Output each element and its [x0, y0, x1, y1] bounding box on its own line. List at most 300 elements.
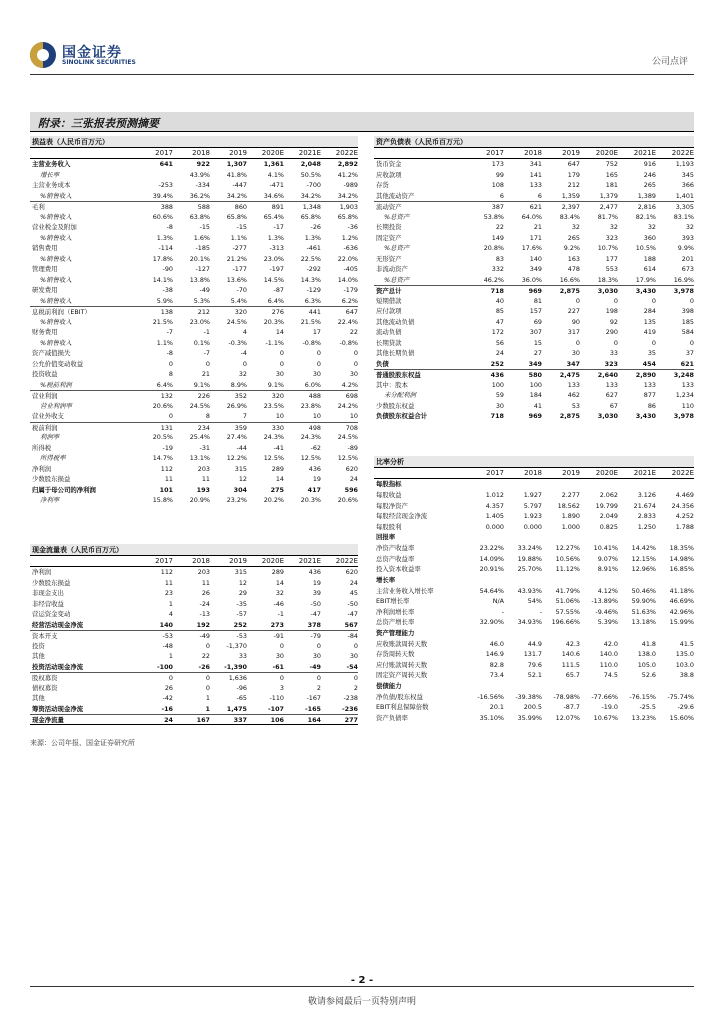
- table-row: [30, 672, 358, 683]
- row-value: 108: [491, 181, 504, 189]
- table-row: [374, 170, 694, 181]
- row-value: 1,361: [263, 160, 284, 168]
- row-value: -19.0: [601, 703, 618, 711]
- row-value: 0: [353, 349, 358, 357]
- row-value: 0: [242, 359, 247, 368]
- cash-flow-table: [30, 544, 358, 725]
- row-value: 59.90%: [631, 597, 656, 605]
- table-row: [30, 567, 358, 578]
- row-value: -989: [343, 181, 358, 189]
- row-value: 37: [685, 349, 694, 357]
- row-value: -238: [343, 694, 358, 702]
- row-value: -110: [269, 694, 284, 702]
- row-value: 12.15%: [631, 554, 656, 563]
- row-value: 3,305: [675, 203, 694, 211]
- row-value: 14.3%: [300, 275, 321, 284]
- row-label: 其中：股本: [376, 380, 408, 389]
- row-value: -48: [162, 641, 173, 650]
- row-value: 969: [528, 287, 542, 295]
- row-value: 488: [308, 392, 321, 400]
- table-row: [30, 348, 358, 359]
- row-label: 营业税金及附加: [32, 223, 77, 231]
- row-value: 198: [605, 307, 618, 315]
- row-value: 24.5%: [189, 401, 210, 410]
- row-value: 436: [490, 371, 504, 379]
- balance-sheet-table: [374, 136, 694, 422]
- row-label: 短期借款: [376, 296, 402, 305]
- row-value: 14.7%: [152, 454, 173, 462]
- year-header: 2022E: [335, 557, 358, 565]
- row-value: 315: [234, 464, 247, 473]
- row-value: 27.4%: [226, 433, 247, 441]
- row-value: 18.3%: [597, 275, 618, 284]
- row-value: -1: [277, 610, 284, 618]
- row-value: 86: [647, 401, 656, 410]
- row-value: 0: [353, 641, 358, 650]
- row-value: -39.38%: [515, 692, 542, 701]
- row-value: 4.12%: [597, 586, 618, 595]
- row-value: 203: [197, 568, 210, 576]
- row-value: 30: [571, 349, 580, 357]
- row-value: 14: [275, 578, 284, 587]
- row-value: 8.91%: [597, 565, 618, 573]
- table-title: 资产负债表（人民币百万元）: [374, 136, 694, 148]
- row-label: 资产减值损失: [32, 349, 71, 357]
- table-row: [374, 159, 694, 170]
- row-value: 317: [567, 328, 580, 336]
- table-row: [374, 660, 694, 671]
- row-value: 17: [312, 328, 321, 336]
- row-value: -65: [236, 694, 247, 702]
- table-row: [30, 170, 358, 181]
- table-row: [374, 390, 694, 401]
- row-value: -165: [305, 704, 321, 713]
- year-header: 2021E: [633, 469, 656, 477]
- row-value: 35.99%: [517, 713, 542, 722]
- table-row: [374, 212, 694, 223]
- row-value: 13.23%: [631, 713, 656, 722]
- row-value: 83.4%: [559, 212, 580, 221]
- row-value: 1,193: [675, 160, 694, 168]
- row-label: 存货周转天数: [376, 650, 415, 658]
- year-header: 2018: [524, 469, 542, 477]
- appendix-title: 附录：三张报表预测摘要: [38, 117, 159, 130]
- row-label: 营业外收支: [32, 412, 64, 420]
- row-value: 345: [681, 170, 694, 179]
- row-value: 3,430: [635, 287, 656, 295]
- row-value: 165: [605, 170, 618, 179]
- row-value: 12.5%: [300, 454, 321, 462]
- row-value: 11: [164, 578, 173, 587]
- row-value: 462: [567, 391, 580, 399]
- row-label: 净利润: [32, 568, 52, 576]
- row-value: -4: [240, 349, 247, 357]
- row-value: 179: [567, 170, 580, 179]
- row-value: 9.2%: [563, 244, 580, 252]
- row-value: 584: [681, 328, 694, 336]
- row-value: 203: [197, 464, 210, 473]
- row-value: 110: [681, 401, 694, 410]
- row-value: 441: [308, 308, 321, 316]
- year-header-row: [374, 148, 694, 159]
- row-value: 2,640: [597, 371, 618, 379]
- row-value: 2,816: [637, 203, 656, 211]
- row-value: 698: [345, 392, 358, 400]
- row-value: 141: [529, 170, 542, 179]
- appendix-title-bar: [30, 112, 694, 132]
- row-value: 1,359: [561, 191, 580, 200]
- table-row: [30, 180, 358, 191]
- row-label: EBIT利息保障倍数: [376, 703, 429, 711]
- row-value: -292: [306, 265, 321, 273]
- row-value: 30: [275, 370, 284, 378]
- row-value: 12.5%: [337, 454, 358, 462]
- row-value: 3.126: [637, 491, 656, 499]
- row-value: 0: [168, 674, 173, 682]
- row-label: 净资产收益率: [376, 544, 415, 552]
- row-value: 24.3%: [263, 433, 284, 441]
- row-label: 所得税: [32, 443, 52, 452]
- row-label: 研发费用: [32, 286, 58, 294]
- table-row: [374, 401, 694, 412]
- row-value: 3: [279, 683, 284, 692]
- table-row: [374, 522, 694, 533]
- ratio-section-heading: 回报率: [376, 533, 396, 541]
- row-value: -41: [273, 443, 284, 452]
- sinolink-logo-icon: [30, 42, 56, 68]
- row-value: 14.42%: [631, 544, 656, 552]
- row-value: 110.0: [599, 660, 618, 669]
- header-blank: [374, 148, 466, 158]
- row-value: 0: [689, 296, 694, 305]
- table-row: [30, 285, 358, 296]
- row-value: 52.1: [527, 671, 542, 679]
- row-value: 133: [605, 380, 618, 389]
- row-label: 利润率: [40, 433, 60, 441]
- row-label: 净利润增长率: [376, 607, 415, 616]
- table-row: [374, 327, 694, 338]
- row-value: 4.252: [675, 512, 694, 520]
- row-value: 20.5%: [152, 433, 173, 441]
- row-value: -7: [203, 349, 210, 357]
- row-value: 0: [575, 338, 580, 347]
- income-statement-table: [30, 136, 358, 506]
- table-row: [374, 543, 694, 554]
- year-header: 2022E: [671, 149, 694, 157]
- table-row: [30, 588, 358, 599]
- row-value: -313: [269, 244, 284, 252]
- row-value: 13.6%: [226, 275, 247, 284]
- row-label: 非流动资产: [376, 265, 408, 273]
- table-row: [30, 578, 358, 589]
- row-value: 57.55%: [555, 607, 580, 616]
- row-label: 主营业务成本: [32, 181, 71, 189]
- row-value: 34.2%: [226, 191, 247, 200]
- row-value: 32: [571, 223, 580, 231]
- table-row: [30, 296, 358, 307]
- year-header: 2017: [155, 149, 173, 157]
- row-value: 6.3%: [304, 296, 321, 305]
- year-header: 2017: [486, 149, 504, 157]
- row-value: 419: [643, 328, 656, 336]
- row-label: 固定资产周转天数: [376, 671, 428, 679]
- row-value: 32: [238, 370, 247, 378]
- row-value: 41.8: [641, 639, 656, 648]
- table-row: [30, 495, 358, 506]
- row-value: 43.93%: [517, 586, 542, 595]
- row-value: 275: [270, 485, 284, 494]
- row-value: 0.000: [523, 522, 542, 531]
- row-value: 29: [238, 589, 247, 597]
- row-value: 32: [275, 589, 284, 597]
- row-value: -127: [195, 265, 210, 273]
- table-row: [374, 490, 694, 501]
- row-value: -36: [347, 223, 358, 231]
- row-value: 4.2%: [341, 380, 358, 389]
- row-value: 13.8%: [189, 275, 210, 284]
- row-value: 24: [164, 716, 173, 724]
- row-value: 44.9: [527, 639, 542, 648]
- row-value: 1.2%: [341, 233, 358, 242]
- row-value: 718: [490, 287, 504, 295]
- row-value: -42: [162, 694, 173, 702]
- row-value: -13.89%: [591, 597, 618, 605]
- row-value: 359: [234, 423, 247, 432]
- row-value: 14: [275, 475, 284, 483]
- row-value: -49: [199, 632, 210, 640]
- row-label: 应付账款周转天数: [376, 660, 428, 669]
- row-value: 23.8%: [300, 401, 321, 410]
- row-value: -0.8%: [339, 338, 358, 347]
- row-value: 969: [528, 412, 542, 420]
- ratio-analysis-table: [374, 456, 694, 723]
- row-value: 184: [529, 391, 542, 399]
- row-value: 289: [271, 464, 284, 473]
- row-value: 916: [643, 160, 656, 168]
- row-value: 92: [609, 317, 618, 326]
- row-value: -15: [236, 223, 247, 231]
- row-value: -16: [161, 704, 173, 713]
- row-label: %总资产: [384, 275, 410, 284]
- row-value: 9.9%: [677, 244, 694, 252]
- row-value: 393: [681, 233, 694, 242]
- row-value: 315: [234, 568, 247, 576]
- row-value: 20.1%: [189, 254, 210, 263]
- row-value: 105.0: [637, 660, 656, 669]
- table-row: [374, 380, 694, 391]
- row-value: 3,030: [597, 412, 618, 420]
- row-value: 0: [613, 296, 618, 305]
- row-value: 41.79%: [555, 586, 580, 595]
- row-value: -15: [199, 223, 210, 231]
- table-row: [374, 222, 694, 233]
- row-value: 347: [566, 359, 580, 368]
- row-value: -26: [310, 223, 321, 231]
- row-value: 111.5: [561, 660, 580, 669]
- row-label: 毛利: [32, 203, 45, 211]
- row-value: 135: [643, 317, 656, 326]
- row-value: 32: [609, 223, 618, 231]
- row-label: 股权募资: [32, 674, 58, 682]
- row-value: 83: [495, 254, 504, 263]
- row-value: 9.1%: [267, 380, 284, 389]
- row-value: 0: [168, 412, 173, 420]
- row-value: 19: [312, 578, 321, 587]
- page-number: - 2 -: [350, 975, 374, 986]
- row-value: -197: [269, 265, 284, 273]
- row-value: 14.98%: [669, 554, 694, 563]
- disclaimer-note: 敬请参阅最后一页特别声明: [307, 997, 416, 1007]
- table-row: [374, 501, 694, 512]
- table-row: [374, 639, 694, 650]
- row-value: 12.96%: [631, 565, 656, 573]
- row-value: 24: [495, 349, 504, 357]
- row-value: 0: [279, 349, 284, 357]
- row-value: 5.9%: [156, 296, 173, 305]
- row-value: 265: [643, 181, 656, 189]
- row-value: 627: [605, 391, 618, 399]
- row-value: 22.4%: [337, 317, 358, 326]
- row-value: -8: [166, 223, 173, 231]
- row-value: 13.18%: [631, 618, 656, 626]
- row-value: 621: [680, 359, 694, 368]
- row-label: %总资产: [384, 212, 410, 221]
- row-value: 188: [643, 254, 656, 263]
- row-label: EBIT增长率: [376, 597, 410, 605]
- row-value: 35.10%: [479, 713, 504, 722]
- row-value: 46.0: [489, 639, 504, 648]
- row-value: 20.8%: [483, 244, 504, 252]
- table-row: [30, 327, 358, 338]
- row-value: 65.7: [565, 671, 580, 679]
- table-row: [30, 369, 358, 380]
- row-value: -700: [306, 181, 321, 189]
- row-value: 341: [529, 160, 542, 168]
- row-value: 65.8%: [337, 212, 358, 221]
- row-value: 30: [349, 652, 358, 660]
- row-value: 65.4%: [263, 212, 284, 221]
- row-label: 所得税率: [40, 454, 66, 462]
- year-header: 2021E: [298, 149, 321, 157]
- row-value: -78.98%: [553, 692, 580, 701]
- row-value: 2: [353, 683, 358, 692]
- row-value: -90: [162, 265, 173, 273]
- row-label: %销售收入: [40, 212, 72, 221]
- row-value: -179: [343, 286, 358, 294]
- row-value: 43.9%: [189, 170, 210, 179]
- row-value: 14.09%: [479, 554, 504, 563]
- row-value: 30: [312, 652, 321, 660]
- row-value: 40: [495, 296, 504, 305]
- row-value: 277: [344, 716, 358, 724]
- row-value: -405: [343, 265, 358, 273]
- row-value: 51.63%: [631, 607, 656, 616]
- row-value: 56: [495, 338, 504, 347]
- row-value: -26: [198, 662, 210, 671]
- year-header: 2020E: [595, 469, 618, 477]
- table-row: [30, 411, 358, 422]
- row-value: 4.469: [675, 491, 694, 499]
- row-value: 14.1%: [152, 275, 173, 284]
- row-value: 366: [681, 181, 694, 189]
- row-value: -1,390: [224, 662, 247, 671]
- row-value: 1.890: [561, 512, 580, 520]
- table-row: [374, 180, 694, 191]
- row-value: 30: [275, 652, 284, 660]
- table-row: [30, 474, 358, 485]
- row-value: 26: [201, 589, 210, 597]
- row-value: 32: [685, 223, 694, 231]
- row-value: 0: [279, 359, 284, 368]
- row-value: 45: [349, 589, 358, 597]
- ratio-section-heading: 每股指标: [376, 480, 402, 488]
- row-value: 21.5%: [152, 317, 173, 326]
- row-value: -100: [157, 662, 173, 671]
- row-value: 4.357: [485, 501, 504, 510]
- row-value: 2: [316, 683, 321, 692]
- row-label: 存货: [376, 181, 389, 189]
- row-value: 23: [164, 589, 173, 597]
- year-header: 2018: [192, 149, 210, 157]
- row-label: 应收账款周转天数: [376, 639, 428, 648]
- row-value: 553: [605, 265, 618, 273]
- row-value: 0: [651, 296, 656, 305]
- row-value: 69: [533, 317, 542, 326]
- table-row: [30, 159, 358, 170]
- row-label: 税前利润: [32, 423, 58, 432]
- table-row: [374, 692, 694, 703]
- row-value: 436: [308, 568, 321, 576]
- row-value: 1.3%: [304, 233, 321, 242]
- row-value: 1,401: [675, 191, 694, 200]
- row-value: 7: [242, 412, 247, 420]
- year-header: 2020E: [261, 149, 284, 157]
- year-header: 2021E: [633, 149, 656, 157]
- row-value: 6: [537, 191, 542, 200]
- row-value: 212: [197, 308, 210, 316]
- table-row: [30, 464, 358, 475]
- row-value: 21: [533, 223, 542, 231]
- row-label: 流动资产: [376, 203, 402, 211]
- row-value: 352: [234, 392, 247, 400]
- row-value: 580: [528, 371, 542, 379]
- row-value: 36.0%: [521, 275, 542, 284]
- table-row: [374, 649, 694, 660]
- row-value: 6: [499, 191, 504, 200]
- row-value: 100: [491, 380, 504, 389]
- row-value: N/A: [492, 597, 504, 605]
- table-title: 现金流量表（人民币百万元）: [30, 544, 358, 556]
- row-value: 1: [168, 599, 173, 608]
- source-note: 来源：公司年报、国金证券研究所: [30, 739, 135, 747]
- ratio-section-heading: 资产管理能力: [376, 628, 415, 637]
- row-value: 252: [233, 620, 247, 629]
- header-blank: [30, 556, 136, 566]
- row-value: 265: [567, 233, 580, 242]
- row-label: 每股经营现金净流: [376, 512, 428, 520]
- row-value: -107: [268, 704, 284, 713]
- row-value: 133: [681, 380, 694, 389]
- row-value: 11: [164, 475, 173, 483]
- row-label: 净利润: [32, 464, 52, 473]
- year-header: 2017: [155, 557, 173, 565]
- row-value: 226: [197, 392, 210, 400]
- table-row: [374, 285, 694, 296]
- row-value: 498: [308, 423, 321, 432]
- row-value: 42.96%: [669, 607, 694, 616]
- row-value: 320: [234, 308, 247, 316]
- row-value: 14.5%: [263, 275, 284, 284]
